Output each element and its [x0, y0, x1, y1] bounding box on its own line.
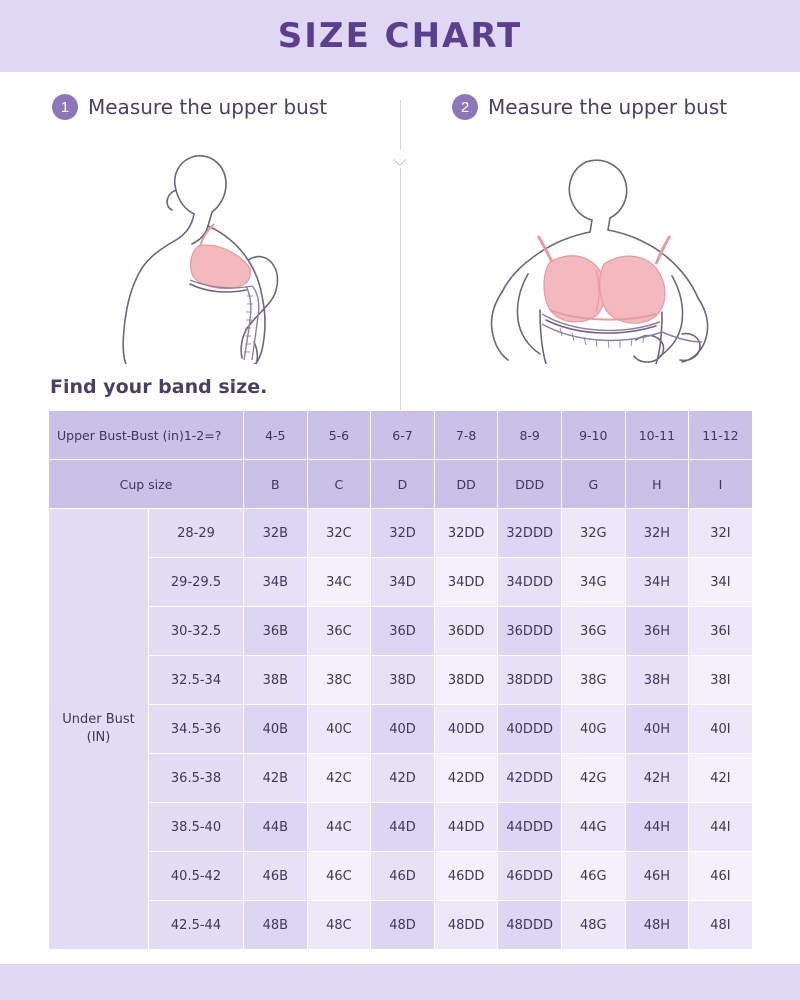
- size-cell: 48D: [371, 901, 435, 950]
- size-cell: 40G: [561, 705, 625, 754]
- size-cell: 44I: [689, 803, 753, 852]
- size-cell: 48DDD: [498, 901, 562, 950]
- size-cell: 36I: [689, 607, 753, 656]
- size-cell: 44C: [307, 803, 371, 852]
- size-cell: 34DD: [434, 558, 498, 607]
- size-cell: 46DDD: [498, 852, 562, 901]
- step-1: [0, 94, 400, 372]
- size-cell: 38B: [244, 656, 308, 705]
- size-cell: 42H: [625, 754, 689, 803]
- band-range: 34.5-36: [149, 705, 244, 754]
- size-cell: 32DDD: [498, 509, 562, 558]
- size-cell: 48H: [625, 901, 689, 950]
- size-cell: 48B: [244, 901, 308, 950]
- header-bust-range: 9-10: [561, 411, 625, 460]
- size-cell: 46B: [244, 852, 308, 901]
- size-cell: 46DD: [434, 852, 498, 901]
- size-cell: 40H: [625, 705, 689, 754]
- size-cell: 36DDD: [498, 607, 562, 656]
- size-cell: 44H: [625, 803, 689, 852]
- size-cell: 40B: [244, 705, 308, 754]
- size-cell: 34I: [689, 558, 753, 607]
- size-cell: 42D: [371, 754, 435, 803]
- size-cell: 32DD: [434, 509, 498, 558]
- band-range: 42.5-44: [149, 901, 244, 950]
- size-cell: 46D: [371, 852, 435, 901]
- table-row: [49, 901, 753, 950]
- header-upper-bust-label: Upper Bust-Bust (in)1-2=?: [49, 411, 244, 460]
- size-cell: 48I: [689, 901, 753, 950]
- header-bust-range: 8-9: [498, 411, 562, 460]
- underbust-label-text: Under Bust (IN): [62, 712, 135, 745]
- header-cup-size: I: [689, 460, 753, 509]
- size-cell: 34H: [625, 558, 689, 607]
- table-row: [49, 754, 753, 803]
- size-cell: 44G: [561, 803, 625, 852]
- band-range: 36.5-38: [149, 754, 244, 803]
- size-cell: 46H: [625, 852, 689, 901]
- step-2-illustration: [400, 134, 800, 364]
- size-cell: 48DD: [434, 901, 498, 950]
- size-cell: 36G: [561, 607, 625, 656]
- band-range: 32.5-34: [149, 656, 244, 705]
- size-cell: 34B: [244, 558, 308, 607]
- step-1-illustration: [0, 134, 400, 364]
- band-range: 28-29: [149, 509, 244, 558]
- size-cell: 38D: [371, 656, 435, 705]
- table-row: [49, 509, 753, 558]
- size-cell: 42G: [561, 754, 625, 803]
- header-cup-size-label: Cup size: [49, 460, 244, 509]
- header-cup-size: DDD: [498, 460, 562, 509]
- size-cell: 48C: [307, 901, 371, 950]
- size-cell: 46G: [561, 852, 625, 901]
- size-cell: 44D: [371, 803, 435, 852]
- size-cell: 44B: [244, 803, 308, 852]
- size-cell: 38I: [689, 656, 753, 705]
- table-row: [49, 558, 753, 607]
- page-header: [0, 0, 800, 72]
- table-row: [49, 803, 753, 852]
- band-range: 30-32.5: [149, 607, 244, 656]
- size-cell: 38DDD: [498, 656, 562, 705]
- size-cell: 36C: [307, 607, 371, 656]
- size-cell: 32I: [689, 509, 753, 558]
- header-cup-size: G: [561, 460, 625, 509]
- size-cell: 34G: [561, 558, 625, 607]
- size-cell: 32G: [561, 509, 625, 558]
- size-cell: 36DD: [434, 607, 498, 656]
- chevron-down-icon: ⌵: [388, 150, 412, 168]
- step-2-label: Measure the upper bust: [488, 95, 728, 119]
- band-range: 40.5-42: [149, 852, 244, 901]
- header-cup-size: B: [244, 460, 308, 509]
- size-cell: 38H: [625, 656, 689, 705]
- size-cell: 42B: [244, 754, 308, 803]
- measurement-steps: [0, 72, 800, 372]
- table-row: [49, 705, 753, 754]
- size-cell: 38DD: [434, 656, 498, 705]
- size-cell: 38C: [307, 656, 371, 705]
- size-table-wrapper: [0, 410, 800, 950]
- size-cell: 36D: [371, 607, 435, 656]
- header-cup-size: DD: [434, 460, 498, 509]
- size-cell: 32C: [307, 509, 371, 558]
- size-cell: 46C: [307, 852, 371, 901]
- underbust-row-label: [49, 509, 149, 950]
- size-cell: 40DD: [434, 705, 498, 754]
- band-range: 29-29.5: [149, 558, 244, 607]
- header-bust-range: 7-8: [434, 411, 498, 460]
- size-cell: 34D: [371, 558, 435, 607]
- size-cell: 32B: [244, 509, 308, 558]
- size-cell: 44DDD: [498, 803, 562, 852]
- table-row: [49, 656, 753, 705]
- size-cell: 40D: [371, 705, 435, 754]
- header-cup-size: C: [307, 460, 371, 509]
- size-cell: 34C: [307, 558, 371, 607]
- header-cup-size: H: [625, 460, 689, 509]
- header-bust-range: 6-7: [371, 411, 435, 460]
- table-row: [49, 852, 753, 901]
- step-1-label: Measure the upper bust: [88, 95, 328, 119]
- size-cell: 32D: [371, 509, 435, 558]
- page-title: SIZE CHART: [277, 16, 523, 56]
- header-cup-size: D: [371, 460, 435, 509]
- size-cell: 36H: [625, 607, 689, 656]
- table-row: [49, 607, 753, 656]
- size-cell: 40C: [307, 705, 371, 754]
- header-bust-range: 11-12: [689, 411, 753, 460]
- size-cell: 40I: [689, 705, 753, 754]
- size-cell: 38G: [561, 656, 625, 705]
- size-table: [48, 410, 753, 950]
- step-2-badge: 2: [452, 94, 478, 120]
- step-1-badge: 1: [52, 94, 78, 120]
- size-cell: 42I: [689, 754, 753, 803]
- band-range: 38.5-40: [149, 803, 244, 852]
- step-2-heading: [400, 94, 800, 120]
- section-title: Find your band size.: [50, 376, 268, 398]
- size-cell: 42DDD: [498, 754, 562, 803]
- size-cell: 32H: [625, 509, 689, 558]
- bottom-band: [0, 964, 800, 1000]
- size-cell: 42DD: [434, 754, 498, 803]
- table-header-bust-ranges: [49, 411, 753, 460]
- size-cell: 42C: [307, 754, 371, 803]
- size-cell: 46I: [689, 852, 753, 901]
- step-1-heading: [0, 94, 400, 120]
- size-cell: 34DDD: [498, 558, 562, 607]
- size-cell: 44DD: [434, 803, 498, 852]
- size-cell: 48G: [561, 901, 625, 950]
- size-cell: 36B: [244, 607, 308, 656]
- header-bust-range: 10-11: [625, 411, 689, 460]
- size-cell: 40DDD: [498, 705, 562, 754]
- table-header-cup-sizes: [49, 460, 753, 509]
- header-bust-range: 4-5: [244, 411, 308, 460]
- header-bust-range: 5-6: [307, 411, 371, 460]
- step-2: [400, 94, 800, 372]
